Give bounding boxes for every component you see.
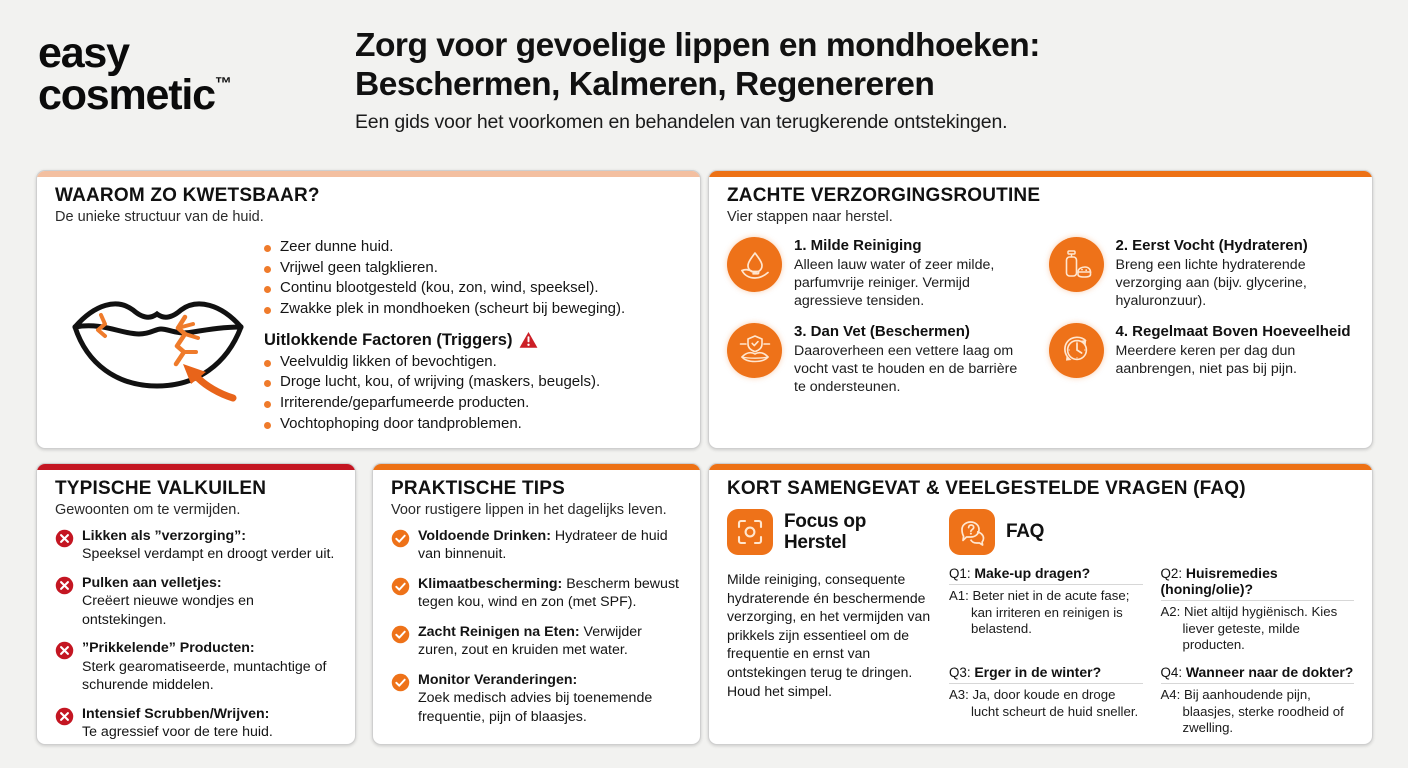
tip-lead: Klimaatbescherming: xyxy=(418,575,563,592)
triggers-heading xyxy=(264,331,682,350)
card-faq-title: KORT SAMENGEVAT & VEELGESTELDE VRAGEN (FAQ) xyxy=(727,478,1246,499)
pitfall-text: Te agressief voor de tere huid. xyxy=(82,724,273,741)
faq-question: Wanneer naar de dokter? xyxy=(1185,663,1354,680)
card-tips-subtitle: Voor rustigere lippen in het dagelijks leven. xyxy=(391,502,667,518)
card-routine-title: ZACHTE VERZORGINGSROUTINE xyxy=(727,185,1041,206)
brand-logo-word: cosmetic xyxy=(38,71,215,120)
faq-label: FAQ xyxy=(1006,521,1045,543)
list-item: Continu blootgesteld (kou, zon, wind, speeksel). xyxy=(264,278,682,299)
circle-check-icon xyxy=(391,625,410,644)
shield-lips-icon xyxy=(727,323,782,378)
focus-label: Focus op Herstel xyxy=(784,510,867,553)
faq-a-number: A4: xyxy=(1160,686,1181,702)
routine-step-3-heading: 3. Dan Vet (Beschermen) xyxy=(794,322,970,340)
routine-step-2-heading: 2. Eerst Vocht (Hydrateren) xyxy=(1115,237,1308,254)
header-text xyxy=(355,26,1365,134)
faq-answer: Bij aanhoudende pijn, blaasjes, sterke roodheid of zwelling. xyxy=(1182,686,1344,736)
card-why-title: WAAROM ZO KWETSBAAR? xyxy=(55,185,320,206)
tips-list xyxy=(391,527,682,726)
pitfall-lead: ”Prikkelende” Producten: xyxy=(82,640,255,657)
list-item xyxy=(391,527,682,564)
lips-illustration xyxy=(55,233,260,435)
circle-x-icon xyxy=(55,529,74,548)
circle-check-icon xyxy=(391,529,410,548)
faq-answer: Niet altijd hygiënisch. Kies liever geteste, milde producten. xyxy=(1182,604,1338,653)
focus-paragraph: Milde reiniging, consequente hydraterende én beschermende verzorging, en het vermijden van prikkels zijn essentieel om de frequentie en ernst van ontstekingen terug te dringen. Houd het simpel. xyxy=(727,571,931,699)
list-item: Vochtophoping door tandproblemen. xyxy=(264,414,682,435)
faq-grid xyxy=(949,565,1354,739)
why-triggers-list xyxy=(264,352,682,435)
routine-step-1 xyxy=(727,237,1033,311)
list-item xyxy=(55,639,337,694)
card-pitfalls-title: TYPISCHE VALKUILEN xyxy=(55,478,267,499)
focus-section xyxy=(727,509,933,739)
pitfall-text: Creëert nieuwe wondjes en ontstekingen. xyxy=(82,593,254,628)
circle-x-icon xyxy=(55,641,74,660)
routine-step-2 xyxy=(1049,237,1355,311)
faq-q-number: Q1: xyxy=(949,566,971,581)
faq-answer: Ja, door koude en droge lucht scheurt de huid sneller. xyxy=(971,686,1139,719)
circle-x-icon xyxy=(55,576,74,595)
list-item: Irriterende/geparfumeerde producten. xyxy=(264,393,682,414)
card-typical-pitfalls xyxy=(36,463,356,745)
card-why-vulnerable xyxy=(36,170,701,449)
routine-step-4-heading: 4. Regelmaat Boven Hoeveelheid xyxy=(1115,322,1351,340)
faq-question: Make-up dragen? xyxy=(974,565,1091,581)
card-pitfalls-subtitle: Gewoonten om te vermijden. xyxy=(55,502,241,518)
routine-step-4 xyxy=(1049,323,1355,397)
card-care-routine xyxy=(708,170,1373,449)
tip-text: Bescherm bewust tegen kou, wind en zon (met SPF). xyxy=(418,575,679,611)
pitfalls-list xyxy=(55,527,337,742)
routine-step-2-text: Breng een lichte hydraterende verzorging aan (bijv. glycerine, hyaluronzuur). xyxy=(1115,257,1307,310)
list-item: Vrijwel geen talgklieren. xyxy=(264,258,682,279)
card-summary-faq xyxy=(708,463,1373,745)
routine-step-3 xyxy=(727,323,1033,397)
brand-logo-line1: easy xyxy=(38,29,129,77)
warning-triangle-icon xyxy=(519,331,538,349)
triggers-heading-label: Uitlokkende Factoren (Triggers) xyxy=(264,330,513,349)
water-drop-in-hand-icon xyxy=(727,237,782,292)
routine-step-3-text: Daaroverheen een vettere laag om vocht vast te houden en de barrière te ondersteunen. xyxy=(794,342,1018,395)
page-subtitle: Een gids voor het voorkomen en behandelen van terugkerende ontstekingen. xyxy=(355,111,1008,134)
why-facts-list xyxy=(264,237,682,320)
faq-item xyxy=(1161,664,1355,739)
list-item xyxy=(391,623,682,660)
lotion-bottle-sponge-icon xyxy=(1049,237,1104,292)
tip-lead: Zacht Reinigen na Eten: xyxy=(418,623,580,640)
faq-answer: Beter niet in de acute fase; kan irriteren en reinigen is belastend. xyxy=(971,588,1130,637)
list-item xyxy=(391,575,682,612)
faq-question: Erger in de winter? xyxy=(974,663,1102,680)
pitfall-lead: Intensief Scrubben/Wrijven: xyxy=(82,705,270,722)
brand-logo xyxy=(38,29,338,120)
header xyxy=(0,0,1408,162)
faq-item xyxy=(1161,565,1355,656)
list-item xyxy=(55,527,337,564)
faq-q-number: Q2: xyxy=(1160,566,1183,581)
tip-lead: Voldoende Drinken: xyxy=(418,528,551,544)
card-why-subtitle: De unieke structuur van de huid. xyxy=(55,209,264,225)
clock-refresh-icon xyxy=(1049,323,1104,378)
tip-text: Hydrateer de huid van binnenuit. xyxy=(418,528,668,563)
faq-item xyxy=(949,565,1143,656)
circle-check-icon xyxy=(391,577,410,596)
focus-frame-icon xyxy=(727,509,773,555)
pitfall-lead: Pulken aan velletjes: xyxy=(82,574,222,591)
card-tips-title: PRAKTISCHE TIPS xyxy=(391,478,566,499)
routine-step-1-text: Alleen lauw water of zeer milde, parfumvrije reiniger. Vermijd agressieve tensiden. xyxy=(794,257,995,310)
pitfall-text: Speeksel verdampt en droogt verder uit. xyxy=(82,546,335,563)
list-item: Zwakke plek in mondhoeken (scheurt bij beweging). xyxy=(264,299,682,320)
list-item: Zeer dunne huid. xyxy=(264,237,682,258)
list-item xyxy=(55,574,337,629)
faq-a-number: A1: xyxy=(949,588,969,603)
card-practical-tips xyxy=(372,463,701,745)
routine-step-1-heading: 1. Milde Reiniging xyxy=(794,237,922,254)
pitfall-text: Sterk gearomatiseerde, muntachtige of schurende middelen. xyxy=(82,658,327,694)
tip-text: Zoek medisch advies bij toenemende frequentie, pijn of blaasjes. xyxy=(418,690,653,725)
faq-question: Huisremedies (honing/olie)? xyxy=(1160,565,1278,597)
card-routine-subtitle: Vier stappen naar herstel. xyxy=(727,209,893,225)
faq-a-number: A2: xyxy=(1160,604,1181,619)
trademark-symbol: ™ xyxy=(214,74,232,94)
why-lists xyxy=(260,233,682,435)
circle-x-icon xyxy=(55,707,74,726)
list-item xyxy=(391,671,682,726)
routine-steps-grid xyxy=(727,237,1354,396)
tip-lead: Monitor Veranderingen: xyxy=(418,671,578,688)
list-item: Veelvuldig likken of bevochtigen. xyxy=(264,352,682,373)
speech-bubble-question-icon xyxy=(949,509,995,555)
circle-check-icon xyxy=(391,673,410,692)
routine-step-4-text: Meerdere keren per dag dun aanbrengen, niet pas bij pijn. xyxy=(1115,342,1297,377)
faq-q-number: Q4: xyxy=(1160,664,1183,680)
brand-logo-line2 xyxy=(38,71,232,120)
list-item: Droge lucht, kou, of wrijving (maskers, beugels). xyxy=(264,372,682,393)
faq-a-number: A3: xyxy=(949,686,969,702)
list-item xyxy=(55,705,337,742)
tip-text: Verwijder zuren, zout en kruiden met water. xyxy=(418,623,642,659)
faq-q-number: Q3: xyxy=(949,664,971,680)
page-title-line1: Zorg voor gevoelige lippen en mondhoeken: xyxy=(355,27,1040,64)
page-title-line2: Beschermen, Kalmeren, Regenereren xyxy=(355,66,935,104)
faq-item xyxy=(949,664,1143,739)
pitfall-lead: Likken als ”verzorging”: xyxy=(82,528,246,544)
